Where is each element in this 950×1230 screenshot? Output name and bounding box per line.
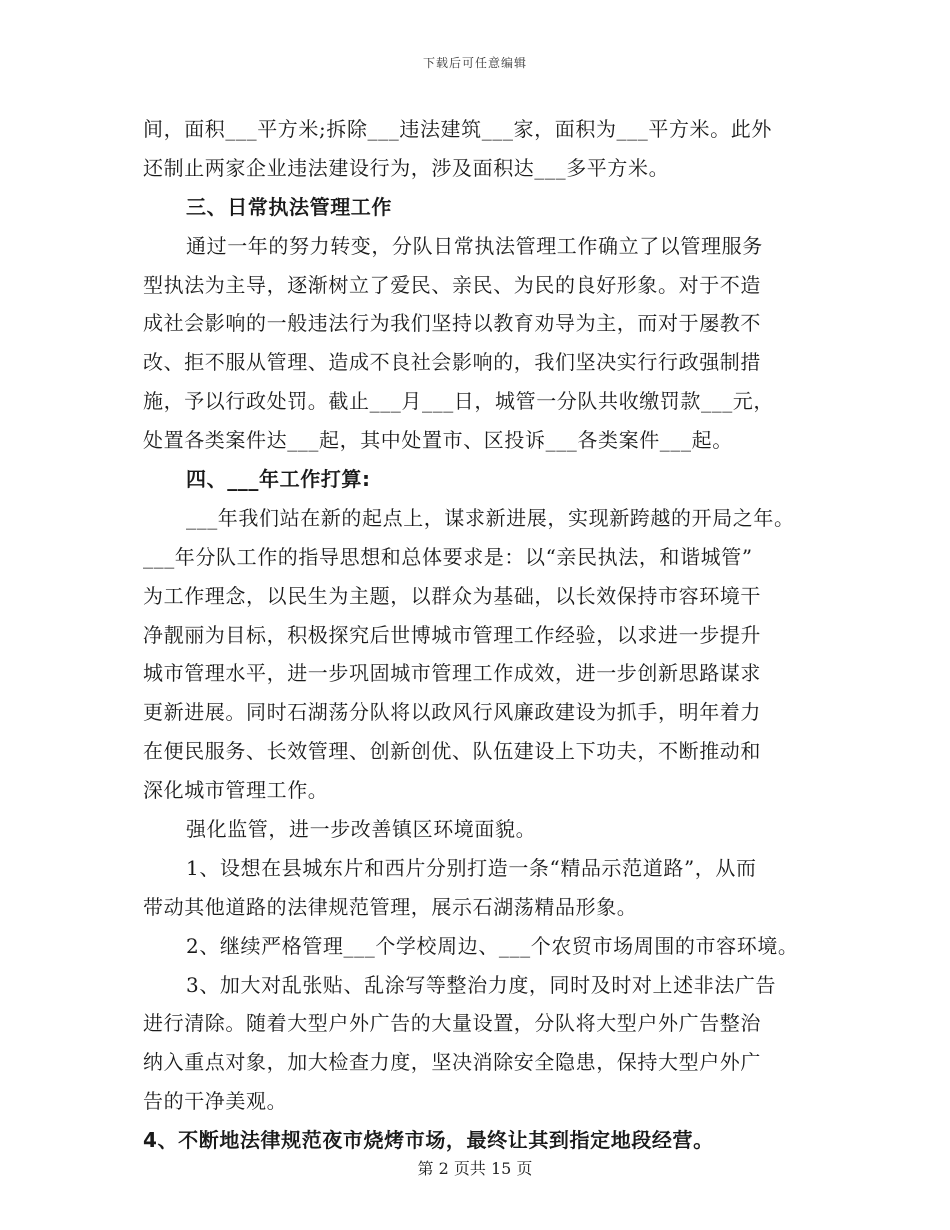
paragraph-line: 3、加大对乱张贴、乱涂写等整治力度，同时及时对上述非法广告 [186,972,777,997]
paragraph-line: 还制止两家企业违法建设行为，涉及面积达___多平方米。 [143,155,670,180]
paragraph-line: 型执法为主导，逐渐树立了爱民、亲民、为民的良好形象。对于不造 [143,272,761,297]
paragraph-line: ___年我们站在新的起点上，谋求新进展，实现新跨越的开局之年。 [186,505,795,530]
page-header: 下载后可任意编辑 [422,56,527,70]
paragraph-line: 成社会影响的一般违法行为我们坚持以教育劝导为主，而对于屡教不 [143,311,761,336]
paragraph-line: 在便民服务、长效管理、创新创优、队伍建设上下功夫，不断推动和 [143,739,761,764]
paragraph-line: 带动其他道路的法律规范管理，展示石湖荡精品形象。 [143,894,638,919]
paragraph-line: 纳入重点对象，加大检查力度，坚决消除安全隐患，保持大型户外广 [143,1050,761,1075]
paragraph-line: 更新进展。同时石湖荡分队将以政风行风廉政建设为抓手，明年着力 [143,700,761,725]
paragraph-line: 进行清除。随着大型户外广告的大量设置，分队将大型户外广告整治 [143,1011,761,1036]
section-heading: 四、___年工作打算: [186,467,371,492]
paragraph-line: 深化城市管理工作。 [143,778,329,803]
paragraph-line: 2、继续严格管理___个学校周边、___个农贸市场周围的市容环境。 [186,933,799,958]
document-body [143,110,833,1160]
paragraph-line: 告的干净美观。 [143,1089,288,1114]
paragraph-line: 为工作理念，以民生为主题，以群众为基础，以长效保持市容环境干 [143,583,761,608]
paragraph-line: 1、设想在县城东片和西片分别打造一条“精品示范道路”，从而 [186,855,757,880]
paragraph-line: 强化监管，进一步改善镇区环境面貌。 [186,817,537,842]
paragraph-line: 施，予以行政处罚。截止___月___日，城管一分队共收缴罚款___元， [143,389,774,414]
paragraph-line: 处置各类案件达___起，其中处置市、区投诉___各类案件___起。 [143,428,733,453]
paragraph-line: 通过一年的努力转变，分队日常执法管理工作确立了以管理服务 [186,233,763,258]
page-number: 第 2 页共 15 页 [417,1159,533,1178]
paragraph-line: 净靓丽为目标，积极探究后世博城市管理工作经验，以求进一步提升 [143,622,761,647]
section-heading: 三、日常执法管理工作 [186,194,392,219]
paragraph-line: 改、拒不服从管理、造成不良社会影响的，我们坚决实行行政强制措 [143,350,761,375]
paragraph-line: ___年分队工作的指导思想和总体要求是：以“亲民执法，和谐城管” [143,544,753,569]
paragraph-line: 城市管理水平，进一步巩固城市管理工作成效，进一步创新思路谋求 [143,661,761,686]
paragraph-line: 间，面积___平方米;拆除___违法建筑___家，面积为___平方米。此外 [143,117,772,141]
bold-paragraph-line: 4、不断地法律规范夜市烧烤市场，最终让其到指定地段经营。 [143,1128,714,1153]
